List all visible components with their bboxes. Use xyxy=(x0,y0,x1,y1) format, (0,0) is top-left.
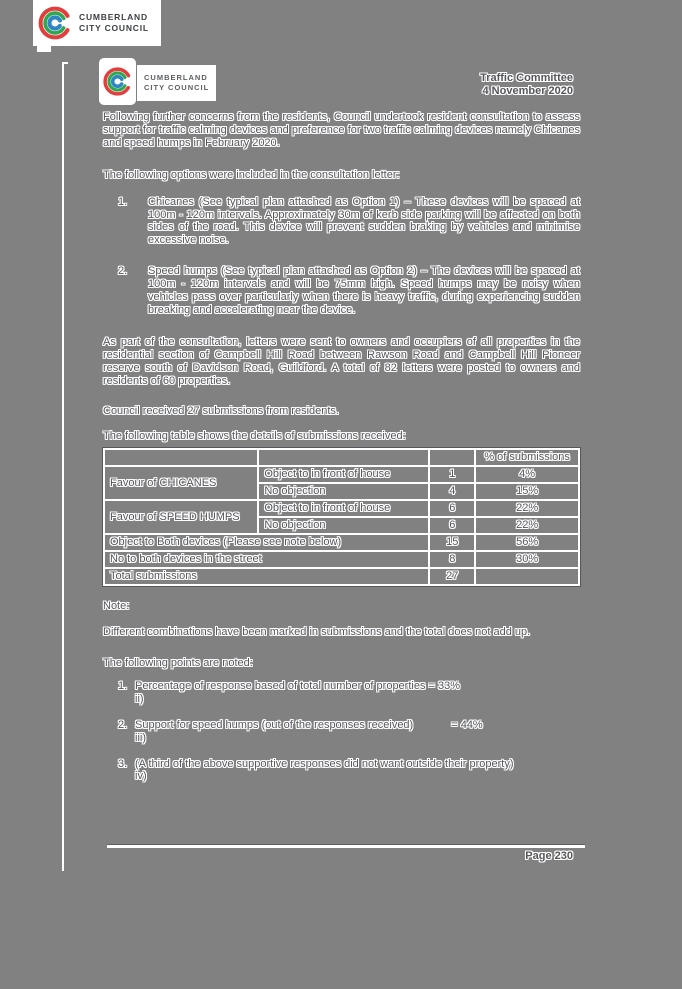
points-list xyxy=(103,680,580,783)
doc-logo-line1: CUMBERLAND xyxy=(144,72,208,82)
point-subitem: iii) xyxy=(135,731,146,744)
paragraph-letters: As part of the consultation, letters were sent to owners and occupiers of all properties in the residential section of Campbell Hill Road between Rawson Road and Campbell Hill Pioneer reserve south of Davidson Road, Guildford. A total of 82 letters were posted to owners and residents of 60 properties. xyxy=(103,335,580,387)
page-border-tick xyxy=(62,62,68,64)
table-cell: 22% xyxy=(475,517,579,534)
table-header-cell: % of submissions xyxy=(475,449,579,466)
table-cell xyxy=(475,568,579,585)
table-row xyxy=(104,551,579,568)
paragraph-table-intro: The following table shows the details of submissions received: xyxy=(103,430,406,443)
list-item xyxy=(103,196,580,248)
footer-rule xyxy=(107,845,585,848)
document-logo xyxy=(99,58,216,105)
table-cell: Object to Both devices (Please see note below) xyxy=(104,534,429,551)
table-cell: Object to in front of house xyxy=(258,500,429,517)
table-cell: 15% xyxy=(475,483,579,500)
submissions-table xyxy=(103,448,580,586)
point-text: (A third of the above supportive responses did not want outside their property) xyxy=(135,757,514,770)
corner-logo-line2: CITY COUNCIL xyxy=(79,23,149,33)
point-text: Support for speed humps (out of the responses received) xyxy=(135,718,414,731)
table-row xyxy=(104,534,579,551)
point-subitem: iv) xyxy=(135,770,147,783)
table-row xyxy=(104,568,579,585)
table-cell: No to both devices in the street xyxy=(104,551,429,568)
table-cell: Object to in front of house xyxy=(258,466,429,483)
table-header-cell xyxy=(104,449,258,466)
paragraph-options-intro: The following options were included in the consultation letter: xyxy=(103,168,400,181)
meeting-date: 4 November 2020 xyxy=(482,84,573,97)
table-cell: 4% xyxy=(475,466,579,483)
group-label-cell: Favour of CHICANES xyxy=(104,466,258,500)
table-cell: Total submissions xyxy=(104,568,429,585)
table-header-cell xyxy=(429,449,475,466)
table-cell: 15 xyxy=(429,534,475,551)
note-text: Different combinations have been marked in submissions and the total does not add up. xyxy=(103,626,531,639)
council-logo-icon xyxy=(37,5,73,41)
page-number: Page 230 xyxy=(525,850,573,862)
point-value: = 44% xyxy=(451,718,483,731)
table-cell: 22% xyxy=(475,500,579,517)
table-cell: 6 xyxy=(429,517,475,534)
point-number: 3. xyxy=(118,757,128,770)
list-number: 2. xyxy=(118,265,128,278)
document-header xyxy=(340,72,573,97)
table-cell: 8 xyxy=(429,551,475,568)
page-border-line xyxy=(62,62,64,871)
list-item-text: Speed humps (See typical plan attached as Option 2) – The devices will be spaced at 100m - 120m intervals and will be 75mm high. Speed humps may be noisy when vehicles pass over particularly when there is heavy traffic, during experiencing sudden breaking and accelerating near the device. xyxy=(148,265,580,316)
table-row xyxy=(104,500,579,517)
table-cell: 30% xyxy=(475,551,579,568)
table-cell: 4 xyxy=(429,483,475,500)
table-cell: No objection xyxy=(258,517,429,534)
paragraph-consultation: Following further concerns from the residents, Council undertook resident consultation to assess support for traffic calming devices and preference for two traffic calming devices namely Chicanes and speed humps in February 2020. xyxy=(103,111,580,149)
corner-logo xyxy=(33,0,161,46)
list-number: 1. xyxy=(118,195,128,208)
paragraph-points-intro: The following points are noted: xyxy=(103,657,253,670)
group-label-cell: Favour of SPEED HUMPS xyxy=(104,500,258,534)
point-text: Percentage of response based of total number of properties = 33% xyxy=(135,679,461,692)
council-logo-icon xyxy=(99,58,136,105)
point-number: 2. xyxy=(118,718,128,731)
note-label: Note: xyxy=(103,600,130,613)
paragraph-submissions: Council received 27 submissions from residents. xyxy=(103,404,339,417)
document-body xyxy=(103,111,580,783)
table-row xyxy=(104,466,579,483)
point-item xyxy=(103,758,580,784)
scan-artifact xyxy=(37,46,51,52)
point-item xyxy=(103,719,580,745)
list-item xyxy=(103,265,580,317)
table-cell: 6 xyxy=(429,500,475,517)
doc-logo-line2: CITY COUNCIL xyxy=(144,83,210,92)
point-subitem: ii) xyxy=(135,692,144,705)
table-header-cell xyxy=(258,449,429,466)
point-number: 1. xyxy=(118,679,128,692)
committee-title: Traffic Committee xyxy=(480,72,573,84)
table-cell: 56% xyxy=(475,534,579,551)
table-cell: No objection xyxy=(258,483,429,500)
table-header-row xyxy=(104,449,579,466)
point-item xyxy=(103,680,580,706)
list-item-text: Chicanes (See typical plan attached as Option 1) – These devices will be spaced at 100m - 120m intervals. Approximately 30m of kerb side parking will be affected on both sides of the road. This device will prevent sudden braking by vehicles and minimise excessive noise. xyxy=(148,195,580,247)
table-cell: 27 xyxy=(429,568,475,585)
corner-logo-line1: CUMBERLAND xyxy=(79,12,148,23)
table-cell: 1 xyxy=(429,466,475,483)
